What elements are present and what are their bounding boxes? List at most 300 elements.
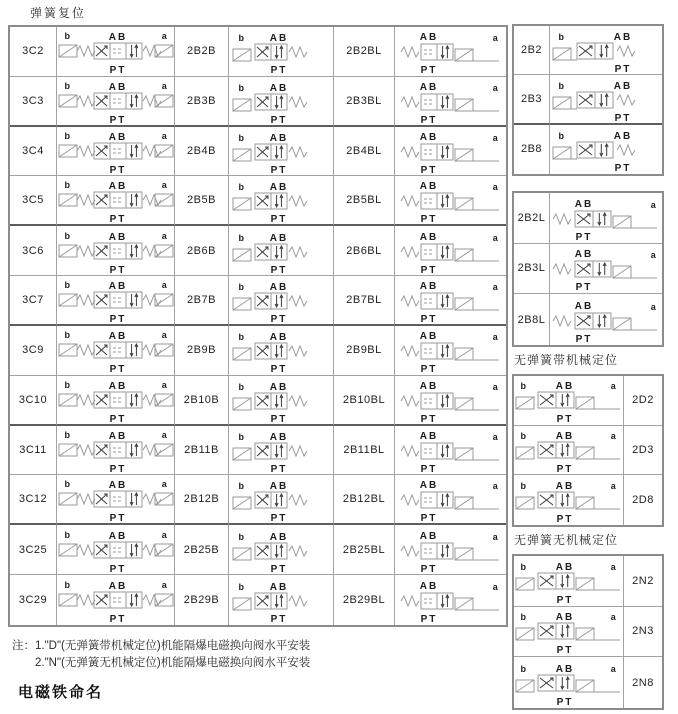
valve-symbol [231, 28, 331, 74]
svg-text:b: b [558, 32, 566, 43]
model-code: 2B3BL [334, 77, 395, 127]
svg-text:a: a [610, 663, 617, 674]
svg-text:AB: AB [555, 561, 574, 573]
svg-text:AB: AB [613, 32, 633, 44]
mechanical-detent-table [512, 374, 664, 527]
model-code: 2D3 [624, 426, 662, 476]
svg-text:a: a [492, 332, 499, 343]
svg-text:AB: AB [555, 612, 574, 624]
svg-text:b: b [64, 180, 71, 191]
valve-symbol-cell [229, 376, 334, 426]
svg-text:PT: PT [270, 314, 288, 324]
model-code: 2B3B [175, 77, 229, 127]
valve-symbol-cell [514, 556, 624, 607]
valve-symbol [231, 177, 331, 223]
model-code: 2D8 [632, 494, 654, 507]
svg-text:a: a [492, 33, 499, 44]
svg-text:AB: AB [419, 530, 438, 542]
valve-symbol-cell [395, 426, 506, 476]
valve-symbol [515, 558, 623, 604]
valve-symbol [399, 128, 503, 174]
svg-text:a: a [161, 379, 168, 390]
svg-text:AB: AB [419, 132, 438, 144]
svg-text:AB: AB [269, 232, 289, 244]
svg-text:a: a [161, 280, 168, 291]
svg-text:AB: AB [419, 281, 438, 293]
valve-symbol-cell [550, 244, 662, 295]
svg-text:a: a [161, 80, 168, 91]
valve-symbol-cell [57, 176, 175, 226]
svg-text:AB: AB [108, 380, 127, 392]
model-code: 2D2 [624, 376, 662, 426]
svg-text:PT: PT [109, 165, 126, 175]
valve-symbol-cell [57, 326, 175, 376]
svg-text:AB: AB [108, 581, 127, 593]
svg-text:AB: AB [555, 663, 574, 675]
svg-text:b: b [238, 33, 246, 44]
svg-text:b: b [238, 381, 246, 392]
valve-symbol [551, 245, 661, 291]
model-code: 2B7BL [334, 276, 395, 326]
model-code: 3C10 [10, 376, 57, 426]
svg-text:b: b [238, 531, 246, 542]
svg-text:AB: AB [555, 381, 574, 393]
model-code: 2B2L [514, 193, 550, 244]
svg-text:a: a [492, 282, 499, 293]
footer-heading: 电磁铁命名 [18, 684, 104, 701]
svg-text:a: a [492, 582, 499, 593]
svg-text:AB: AB [419, 581, 438, 593]
svg-text:AB: AB [419, 380, 438, 392]
model-code: 2B2BL [334, 27, 395, 77]
svg-text:a: a [610, 481, 617, 492]
notes [12, 638, 310, 672]
svg-text:PT: PT [270, 65, 288, 75]
svg-text:b: b [64, 80, 71, 91]
valve-symbol [515, 477, 623, 523]
model-code: 2B12B [175, 475, 229, 525]
valve-symbol [231, 577, 331, 623]
svg-text:PT: PT [109, 65, 126, 75]
svg-text:b: b [64, 280, 71, 291]
svg-text:b: b [238, 582, 246, 593]
valve-symbol-cell [514, 607, 624, 658]
valve-symbol-cell [395, 525, 506, 575]
valve-symbol-cell [57, 226, 175, 276]
valve-symbol [399, 377, 503, 423]
svg-text:PT: PT [270, 614, 288, 624]
svg-text:a: a [161, 230, 168, 241]
svg-text:PT: PT [556, 696, 573, 706]
valve-symbol [551, 27, 661, 73]
valve-symbol [231, 377, 331, 423]
svg-text:PT: PT [109, 513, 126, 523]
svg-text:b: b [64, 131, 71, 142]
svg-text:PT: PT [575, 231, 593, 241]
valve-symbol-cell [229, 176, 334, 226]
svg-text:PT: PT [420, 413, 437, 423]
valve-symbol [551, 195, 661, 241]
valve-symbol [515, 660, 623, 706]
valve-symbol-cell [550, 294, 662, 345]
valve-symbol [551, 76, 661, 122]
model-code: 2B12BL [334, 475, 395, 525]
svg-text:a: a [161, 180, 168, 191]
model-code: 2B8 [514, 125, 550, 174]
svg-text:b: b [238, 332, 246, 343]
valve-symbol-cell [514, 475, 624, 525]
model-code: 3C12 [10, 475, 57, 525]
svg-text:a: a [492, 82, 499, 93]
valve-symbol-cell [57, 127, 175, 177]
svg-text:PT: PT [109, 364, 126, 374]
valve-symbol-cell [229, 426, 334, 476]
model-code: 2B9BL [334, 326, 395, 376]
svg-text:b: b [238, 282, 246, 293]
valve-symbol [399, 427, 503, 473]
svg-text:a: a [161, 430, 168, 441]
svg-text:a: a [610, 561, 617, 572]
valve-symbol [231, 128, 331, 174]
svg-text:AB: AB [574, 249, 594, 261]
valve-symbol [58, 228, 174, 274]
svg-text:PT: PT [270, 114, 288, 124]
svg-text:PT: PT [109, 264, 126, 274]
svg-text:PT: PT [270, 413, 288, 423]
valve-symbol-cell [229, 77, 334, 127]
svg-text:PT: PT [270, 214, 288, 224]
solenoid-b-side-table [512, 24, 664, 176]
svg-text:AB: AB [419, 81, 438, 93]
note-prefix: 注： [12, 640, 35, 652]
valve-symbol [58, 577, 174, 623]
svg-text:PT: PT [556, 645, 573, 655]
svg-text:AB: AB [555, 430, 574, 442]
svg-text:a: a [492, 182, 499, 193]
svg-text:PT: PT [556, 414, 573, 424]
valve-symbol-cell [57, 575, 175, 625]
valve-symbol-cell [395, 326, 506, 376]
section-title-spring-return: 弹簧复位 [30, 6, 87, 20]
svg-text:AB: AB [419, 480, 438, 492]
svg-text:a: a [492, 531, 499, 542]
svg-text:PT: PT [556, 463, 573, 473]
svg-text:AB: AB [269, 432, 289, 444]
model-code: 2B2B [175, 27, 229, 77]
valve-symbol [58, 128, 174, 174]
valve-symbol-cell [57, 276, 175, 326]
valve-symbol [231, 476, 331, 522]
svg-text:b: b [520, 561, 527, 572]
valve-symbol-cell [229, 326, 334, 376]
valve-symbol-cell [395, 127, 506, 177]
valve-symbol-cell [57, 77, 175, 127]
valve-symbol-cell [229, 276, 334, 326]
valve-symbol [399, 177, 503, 223]
svg-text:b: b [520, 663, 527, 674]
svg-text:PT: PT [614, 64, 632, 74]
svg-text:AB: AB [269, 481, 289, 493]
svg-text:b: b [64, 580, 71, 591]
svg-text:AB: AB [419, 181, 438, 193]
model-code: 3C25 [10, 525, 57, 575]
section-title-no-detent: 无弹簧无机械定位 [514, 533, 619, 547]
svg-text:PT: PT [270, 165, 288, 175]
note-1-text: 1."D"(无弹簧带机械定位)机能隔爆电磁换向阀水平安装 [35, 640, 311, 652]
svg-text:PT: PT [109, 413, 126, 423]
valve-symbol [58, 377, 174, 423]
svg-text:b: b [64, 529, 71, 540]
svg-text:a: a [492, 232, 499, 243]
valve-symbol-cell [229, 127, 334, 177]
model-code: 2B2 [514, 26, 550, 75]
valve-symbol [231, 228, 331, 274]
no-detent-table [512, 554, 664, 710]
model-code: 3C3 [10, 77, 57, 127]
svg-text:PT: PT [109, 314, 126, 324]
svg-text:AB: AB [108, 530, 127, 542]
model-code: 2B7B [175, 276, 229, 326]
svg-text:PT: PT [420, 214, 437, 224]
svg-text:b: b [238, 182, 246, 193]
svg-text:AB: AB [555, 481, 574, 493]
svg-text:AB: AB [419, 331, 438, 343]
svg-text:AB: AB [108, 431, 127, 443]
model-code: 2B10BL [334, 376, 395, 426]
svg-text:b: b [64, 230, 71, 241]
model-code: 3C2 [10, 27, 57, 77]
solenoid-l-side-table [512, 191, 664, 347]
svg-text:a: a [161, 580, 168, 591]
valve-symbol-cell [514, 657, 624, 708]
svg-text:PT: PT [556, 594, 573, 604]
svg-text:a: a [610, 612, 617, 623]
valve-symbol [399, 527, 503, 573]
svg-text:PT: PT [575, 282, 593, 292]
model-code: 3C7 [10, 276, 57, 326]
model-code: 2B3 [514, 75, 550, 124]
valve-symbol [231, 78, 331, 124]
valve-symbol [399, 476, 503, 522]
model-code: 2B4BL [334, 127, 395, 177]
model-code: 2B6BL [334, 226, 395, 276]
svg-text:AB: AB [108, 132, 127, 144]
valve-symbol-cell [57, 376, 175, 426]
svg-text:AB: AB [269, 82, 289, 94]
valve-symbol [231, 527, 331, 573]
svg-text:a: a [161, 529, 168, 540]
svg-text:a: a [161, 31, 168, 42]
valve-symbol-cell [57, 525, 175, 575]
svg-text:b: b [520, 430, 527, 441]
svg-text:PT: PT [109, 563, 126, 573]
svg-text:AB: AB [108, 331, 127, 343]
svg-text:b: b [238, 232, 246, 243]
valve-symbol-cell [395, 77, 506, 127]
valve-symbol [399, 577, 503, 623]
model-code: 2B3L [514, 244, 550, 295]
svg-text:PT: PT [420, 314, 437, 324]
model-code: 2B25BL [334, 525, 395, 575]
model-code: 3C11 [10, 426, 57, 476]
valve-symbol-cell [229, 575, 334, 625]
svg-text:PT: PT [420, 364, 437, 374]
svg-text:PT: PT [556, 514, 573, 524]
svg-text:b: b [238, 481, 246, 492]
svg-text:PT: PT [420, 614, 437, 624]
svg-text:b: b [64, 479, 71, 490]
valve-symbol-cell [395, 376, 506, 426]
model-code: 3C29 [10, 575, 57, 625]
valve-symbol-cell [229, 475, 334, 525]
svg-text:AB: AB [269, 282, 289, 294]
svg-text:AB: AB [269, 582, 289, 594]
svg-text:a: a [610, 381, 617, 392]
model-code: 2B11B [175, 426, 229, 476]
svg-text:a: a [492, 432, 499, 443]
svg-text:b: b [64, 430, 71, 441]
valve-symbol [399, 228, 503, 274]
svg-text:PT: PT [270, 563, 288, 573]
valve-symbol-cell [514, 426, 624, 476]
svg-text:PT: PT [420, 165, 437, 175]
model-code: 2B5BL [334, 176, 395, 226]
svg-text:a: a [650, 250, 658, 261]
valve-symbol [231, 327, 331, 373]
svg-text:PT: PT [614, 163, 632, 173]
valve-symbol-cell [550, 193, 662, 244]
model-code: 2B8L [514, 294, 550, 345]
model-code: 3C9 [10, 326, 57, 376]
svg-text:b: b [558, 80, 566, 91]
svg-text:a: a [161, 330, 168, 341]
svg-text:AB: AB [108, 231, 127, 243]
valve-symbol [399, 28, 503, 74]
model-code: 2B25B [175, 525, 229, 575]
valve-symbol [58, 476, 174, 522]
svg-text:AB: AB [613, 80, 633, 92]
valve-symbol [399, 327, 503, 373]
note-line-1 [12, 638, 310, 655]
valve-symbol-cell [395, 176, 506, 226]
svg-text:b: b [238, 133, 246, 144]
svg-text:PT: PT [420, 513, 437, 523]
valve-symbol-cell [395, 475, 506, 525]
valve-symbol-cell [395, 276, 506, 326]
svg-text:b: b [520, 481, 527, 492]
svg-text:a: a [650, 199, 658, 210]
valve-symbol [58, 277, 174, 323]
valve-symbol [58, 28, 174, 74]
svg-text:PT: PT [420, 264, 437, 274]
valve-symbol [551, 126, 661, 172]
svg-text:a: a [161, 479, 168, 490]
svg-text:AB: AB [269, 332, 289, 344]
svg-text:AB: AB [269, 133, 289, 145]
svg-text:PT: PT [420, 114, 437, 124]
valve-symbol [58, 327, 174, 373]
model-code: 2B29B [175, 575, 229, 625]
svg-text:a: a [492, 481, 499, 492]
valve-symbol [58, 78, 174, 124]
svg-text:PT: PT [270, 264, 288, 274]
svg-text:b: b [558, 131, 566, 142]
valve-symbol [231, 427, 331, 473]
svg-text:PT: PT [109, 214, 126, 224]
svg-text:AB: AB [269, 531, 289, 543]
model-code: 3C6 [10, 226, 57, 276]
valve-symbol-cell [395, 575, 506, 625]
valve-symbol-cell [395, 226, 506, 276]
valve-symbol [551, 297, 661, 343]
svg-text:b: b [520, 612, 527, 623]
svg-text:b: b [64, 330, 71, 341]
valve-symbol-cell [57, 475, 175, 525]
svg-text:PT: PT [575, 333, 593, 343]
model-code: 2B6B [175, 226, 229, 276]
svg-text:AB: AB [419, 32, 438, 44]
spring-return-symbol-table [8, 25, 508, 627]
note-line-2: 2."N"(无弹簧无机械定位)机能隔爆电磁换向阀水平安装 [35, 657, 311, 669]
valve-symbol [231, 277, 331, 323]
model-code: 2B29BL [334, 575, 395, 625]
svg-text:AB: AB [574, 198, 594, 210]
valve-symbol-cell [229, 27, 334, 77]
model-code: 2N8 [632, 676, 654, 689]
svg-text:PT: PT [109, 114, 126, 124]
svg-text:PT: PT [420, 563, 437, 573]
svg-text:PT: PT [420, 464, 437, 474]
model-code: 3C5 [10, 176, 57, 226]
svg-text:AB: AB [269, 182, 289, 194]
svg-text:AB: AB [108, 281, 127, 293]
svg-text:a: a [161, 131, 168, 142]
svg-text:PT: PT [109, 614, 126, 624]
valve-symbol [399, 78, 503, 124]
model-code: 3C4 [10, 127, 57, 177]
svg-text:b: b [238, 432, 246, 443]
model-code: 2B10B [175, 376, 229, 426]
svg-text:b: b [238, 82, 246, 93]
svg-text:PT: PT [109, 464, 126, 474]
valve-symbol [515, 377, 623, 423]
model-code: 2B4B [175, 127, 229, 177]
svg-text:AB: AB [108, 81, 127, 93]
svg-text:a: a [492, 381, 499, 392]
svg-text:b: b [64, 379, 71, 390]
svg-text:AB: AB [108, 480, 127, 492]
model-code: 2B5B [175, 176, 229, 226]
svg-text:b: b [64, 31, 71, 42]
valve-symbol-cell [57, 27, 175, 77]
svg-text:a: a [650, 301, 658, 312]
svg-text:PT: PT [420, 65, 437, 75]
valve-symbol [58, 177, 174, 223]
svg-text:b: b [520, 381, 527, 392]
model-code: 2B9B [175, 326, 229, 376]
model-code: 2B11BL [334, 426, 395, 476]
svg-text:AB: AB [419, 231, 438, 243]
valve-symbol-cell [550, 125, 662, 174]
valve-symbol [515, 427, 623, 473]
svg-text:PT: PT [270, 464, 288, 474]
section-title-detent: 无弹簧带机械定位 [514, 353, 619, 367]
model-code: 2N2 [624, 556, 662, 607]
model-code: 2N3 [624, 607, 662, 658]
svg-text:AB: AB [269, 381, 289, 393]
valve-symbol-cell [550, 26, 662, 75]
valve-symbol-cell [229, 226, 334, 276]
